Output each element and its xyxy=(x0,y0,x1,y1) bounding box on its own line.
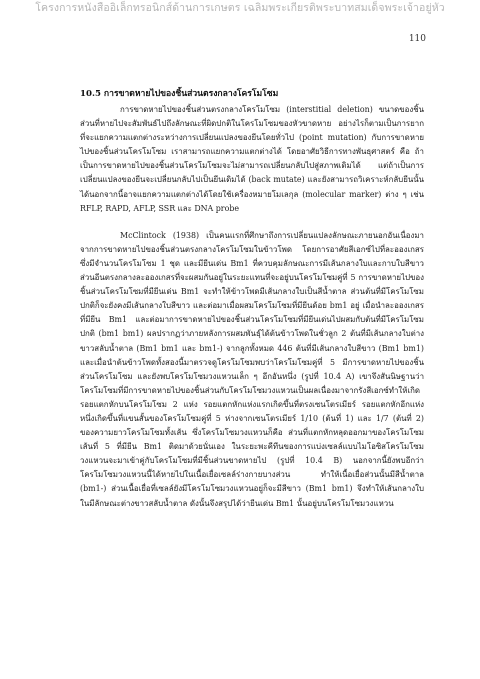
paragraph: การขาดหายไปของชิ้นส่วนตรงกลางโครโมโซม (interstitial deletion) ขนาดของชิ้นส่วนที่หายไปจะสัมพันธ์ไปถึงลักษณะที่ผิดปกติในโครโมโซมของหัวขาดหาย อย่างไรก็ตามเป็นการยากที่จะแยกความแตกต่างระหว่างการเปลี่ยนแปลงของยีนโดยทั่วไป (point mutation) กับการขาดหายไปของชิ้นส่วนโครโมโซม เราสามารถแยกความแตกต่างได้ โดยอาศัยวิธีการทางพันธุศาสตร์ คือ ถ้าเป็นการขาดหายไปของชิ้นส่วนโครโมโซมจะไม่สามารถเปลี่ยนกลับไปสู่สภาพเดิมได้ แต่ถ้าเป็นการเปลี่ยนแปลงของยีนจะเปลี่ยนกลับไปเป็นยีนเดิมได้ (back mutate) และยังสามารถวิเคราะห์กลับยีนนั้นได้นอกจากนี้อาจแยกความแตกต่างได้โดยใช้เครื่องหมายโมเลกุล (molecular marker) ต่าง ๆ เช่น RFLP, RAPD, AFLP, SSR และ DNA probe xyxy=(80,105,424,213)
paragraph: McClintock (1938) เป็นคนแรกที่ศึกษาถึงการเปลี่ยนแปลงลักษณะภายนอกอันเนื่องมาจากการขาดหายไปของชิ้นส่วนตรงกลางโครโมโซมในข้าวโพด โดยการอาศัยสีเอกซ์ไปที่ละอองเกสรซึ่งมีจำนวนโครโมโซม 1 ชุด และมียีนเด่น Bm1 ที่ควบคุมลักษณะการมีเส้นกลางใบและกาบใบสีขาว ส่วนอีนตรงกลางละอองเกสรที่จะผสมกันอยู่ในระยะแทนที่จะอยู่บนโครโมโซมคู่ที่ 5 การขาดหายไปของชิ้นส่วนโครโมโซมที่มียีนเด่น Bm1 จะทำให้ข้าวโพดมีเส้นกลางใบเป็นสีน้ำตาล ส่วนต้นที่มีโครโมโซมปกติก็จะยังคงมีเส้นกลางใบสีขาว และต่อมาเมื่อผสมโครโมโซมที่มียีนด้อย bm1 อยู่ เมื่อนำละอองเกสรที่มียีน Bm1 และต่อมาการขาดหายไปของชิ้นส่วนโครโมโซมที่มียีนเด่นไปผสมกับต้นที่มีโครโมโซมปกติ (bm1 bm1) ผลปรากฏว่าภายหลังการผสมพันธุ์ได้ต้นข้าวโพดในชั่วลูก 2 ต้นที่มีเส้นกลางใบต่างขาวสลับน้ำตาล (Bm1 bm1 และ bm1-) จากลูกทั้งหมด 446 ต้นที่มีเส้นกลางใบสีขาว (Bm1 bm1) และเมื่อนำต้นข้าวโพดทั้งสองนี้มาตรวจดูโครโมโซมพบว่าโครโมโซมคู่ที่ 5 มีการขาดหายไปของชิ้นส่วนโครโมโซม และยังพบโครโมโซมวงแหวนเล็ก ๆ อีกอันหนึ่ง (รูปที่ 10.4 A) เขาจึงสันนิษฐานว่าโครโมโซมที่มีการขาดหายไปของชิ้นส่วนกับโครโมโซมวงแหวนเป็นผลเนื่องมาจากรังสีเอกซ์ทำให้เกิดรอยแตกหักบนโครโมโซม 2 แห่ง รอยแตกหักแห่งแรกเกิดขึ้นที่ตรงเซนโตรเมียร์ รอยแตกหักอีกแห่งหนึ่งเกิดขึ้นที่แขนสั้นของโครโมโซมคู่ที่ 5 ห่างจากเซนโตรเมียร์ 1/10 (ต้นที่ 1) และ 1/7 (ต้นที่ 2) ของความยาวโครโมโซมทั้งเส้น ซึ่งโครโมโซมวงแหวนก็คือ ส่วนที่แตกหักหลุดออกมาของโครโมโซมเส้นที่ 5 ที่มียีน Bm1 ติดมาด้วยนั่นเอง ในระยะพะคีทีนของการแบ่งเซลล์แบบไมโอซิสโครโมโซมวงแหวนจะมาเข้าคู่กับโครโมโซมที่มีชิ้นส่วนขาดหายไป (รูปที่ 10.4 B) นอกจากนี้ยังพบอีกว่า โครโมโซมวงแหวนนี้ได้หายไปในเนื้อเยื่อเซลล์ร่างกายบางส่วน ทำให้เนื้อเยื่อส่วนนั้นมีสีน้ำตาล (bm1-) ส่วนเนื้อเยื่อที่เซลล์ยังมีโครโมโซมวงแหวนอยู่ก็จะมีสีขาว (Bm1 bm1) จึงทำให้เส้นกลางใบในมีลักษณะต่างขาวสลับน้ำตาล ดังนั้นจึงสรุปได้ว่ายีนเด่น Bm1 นั้นอยู่บนโครโมโซมวงแหวน xyxy=(80,230,424,508)
page-number: 110 xyxy=(408,34,426,44)
page-header: โครงการหนังสืออิเล็กทรอนิกส์ด้านการเกษตร เฉลิมพระเกียรติพระบาทสมเด็จพระเจ้าอยู่หัว xyxy=(35,2,445,14)
section-heading: 10.5 การขาดหายไปของชิ้นส่วนตรงกลางโครโมโซม xyxy=(80,89,279,99)
body-text xyxy=(80,103,424,524)
